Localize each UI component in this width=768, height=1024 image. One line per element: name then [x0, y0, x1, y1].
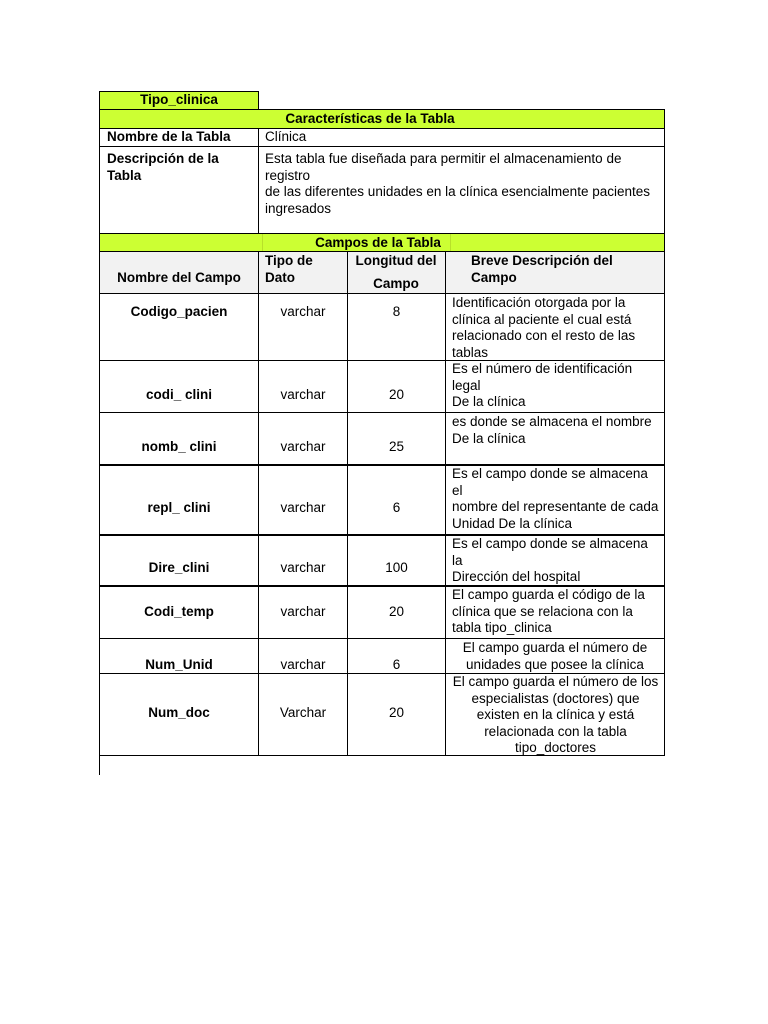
field-description-line: Unidad De la clínica — [452, 515, 573, 531]
field-type: varchar — [280, 657, 326, 672]
field-type: varchar — [280, 387, 326, 402]
column-header-name: Nombre del Campo — [117, 270, 241, 285]
field-length: 8 — [392, 304, 401, 319]
grid-line — [99, 128, 665, 129]
grid-line — [99, 412, 665, 413]
field-description — [452, 587, 645, 637]
field-description-line: Es el número de identificación — [452, 361, 633, 376]
table-title: Tipo_clinica — [140, 92, 218, 107]
table-name-value: Clínica — [265, 129, 307, 144]
column-header-type-line1: Tipo de — [265, 253, 313, 268]
grid-line — [99, 251, 665, 252]
column-header-length-line1: Longitud del — [355, 253, 437, 268]
field-description-line: el — [452, 482, 463, 498]
field-name: nomb_ clini — [141, 439, 217, 454]
grid-line — [99, 146, 665, 147]
field-description-line: Identificación otorgada por la — [452, 295, 626, 310]
field-type: Varchar — [279, 705, 327, 720]
field-description-line: El campo guarda el número de — [462, 640, 648, 655]
grid-line — [258, 251, 259, 756]
field-description-line: es donde se almacena el nombre — [452, 414, 652, 429]
field-length: 6 — [392, 500, 401, 515]
field-name: repl_ clini — [147, 500, 211, 515]
table-description-line: ingresados — [265, 201, 332, 216]
grid-line — [445, 251, 446, 756]
column-header-length — [348, 253, 444, 292]
grid-line — [99, 360, 665, 361]
field-type: varchar — [280, 439, 326, 454]
grid-line — [99, 534, 665, 536]
field-description-line: Dirección del hospital — [452, 569, 581, 584]
field-type: varchar — [280, 560, 326, 575]
field-name: Num_Unid — [145, 657, 213, 672]
field-length: 20 — [388, 387, 405, 402]
field-description-line: especialistas (doctores) que — [471, 690, 640, 706]
field-length: 25 — [388, 439, 405, 454]
field-description — [446, 640, 664, 673]
field-length: 20 — [388, 604, 405, 619]
table-description-line: de las diferentes unidades en la clínica esencialmente pacientes — [265, 184, 650, 199]
field-length: 6 — [392, 657, 401, 672]
grid-line — [664, 109, 665, 756]
grid-line — [450, 234, 451, 251]
field-type: varchar — [280, 304, 326, 319]
table-description-line: registro — [265, 168, 311, 183]
column-header-length-line2: Campo — [373, 275, 419, 291]
column-header-description-line1: Breve Descripción del — [471, 253, 613, 268]
grid-line — [99, 585, 665, 587]
table-description-line: Esta tabla fue diseñada para permitir el almacenamiento de — [265, 151, 622, 166]
column-header-type — [265, 253, 313, 286]
field-description-line: De la clínica — [452, 394, 526, 409]
grid-line — [99, 293, 665, 294]
field-length: 20 — [388, 705, 405, 720]
field-description — [446, 674, 665, 757]
column-header-description — [471, 253, 613, 286]
field-description-line: Es el campo donde se almacena — [452, 536, 648, 551]
field-description-line: relacionado con el resto de las — [452, 328, 636, 343]
field-description-line: De la clínica — [452, 430, 526, 446]
field-description-line: legal — [452, 377, 481, 393]
field-description-line: El campo guarda el número de los — [452, 674, 659, 689]
field-description-line: tablas — [452, 344, 489, 360]
field-description-line: clínica al paciente el cual está — [452, 311, 632, 327]
grid-line — [99, 755, 665, 756]
field-description-line: la — [452, 552, 463, 568]
fields-header: Campos de la Tabla — [315, 235, 441, 250]
field-description-line: El campo guarda el código de la — [452, 587, 645, 602]
field-description-line: tipo_doctores — [514, 740, 597, 755]
field-description-line: existen en la clínica y está — [476, 707, 635, 722]
field-description — [452, 361, 632, 411]
field-name: Codi_temp — [144, 604, 214, 619]
grid-line — [99, 91, 100, 775]
field-description — [452, 414, 652, 447]
grid-line — [99, 673, 665, 674]
characteristics-header: Características de la Tabla — [285, 111, 455, 126]
field-name: Dire_clini — [148, 560, 210, 575]
field-type: varchar — [280, 604, 326, 619]
grid-line — [99, 638, 665, 639]
column-header-type-line2: Dato — [265, 269, 295, 285]
field-name: Num_doc — [148, 705, 210, 720]
field-description — [452, 466, 658, 532]
grid-line — [99, 91, 259, 92]
grid-line — [258, 128, 259, 234]
grid-line — [99, 464, 665, 466]
table-description-label: Descripción de la Tabla — [107, 151, 219, 183]
field-name: codi_ clini — [145, 387, 213, 402]
field-description-line: clínica que se relaciona con la — [452, 603, 633, 619]
column-header-description-line2: Campo — [471, 269, 517, 285]
grid-line — [347, 251, 348, 756]
field-description-line: Es el campo donde se almacena — [452, 466, 648, 481]
grid-line — [262, 234, 263, 251]
field-description-line: tabla tipo_clinica — [452, 620, 552, 635]
grid-line — [99, 109, 665, 110]
field-description-line: unidades que posee la clínica — [466, 656, 644, 672]
field-description-line: relacionada con la tabla — [484, 723, 627, 739]
grid-line — [99, 233, 665, 234]
table-name-label: Nombre de la Tabla — [107, 129, 231, 144]
field-type: varchar — [280, 500, 326, 515]
field-name: Codigo_pacien — [130, 304, 228, 319]
grid-line — [258, 91, 259, 110]
field-length: 100 — [385, 560, 408, 575]
field-description — [452, 536, 648, 586]
field-description-line: nombre del representante de cada — [452, 499, 659, 514]
field-description — [452, 295, 635, 361]
